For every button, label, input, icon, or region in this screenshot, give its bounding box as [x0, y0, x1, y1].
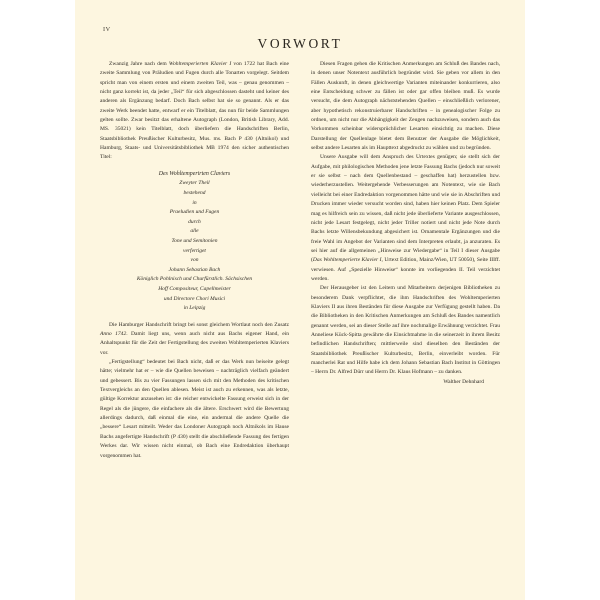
title-block-line: Zweyter Theil — [179, 180, 210, 187]
page-number: IV — [103, 26, 111, 33]
paragraph: Diesen Fragen gehen die Kritischen Anmerkungen am Schluß des Bandes nach, in denen unser Notentext ausführlich begründet wird. Sie geben vor allem in den Fällen Auskunft, in denen gleichwertige Varianten miteinander konkurrieren, also eine Entscheidung schwer zu fällen ist oder gar offen bleiben muß. Es wurde versucht, die dem Autograph nächststehenden Quellen – einschließlich verlorener, aber hypothetisch rekonstruierbarer Handschriften – in genealogischer Folge zu ordnen, um nicht nur die Abhängigkeit der Zeugen nachzuweisen, sondern auch das Vorkommen scheinbar widersprüchlicher Lesarten einsichtig zu machen. Diese Darstellung der Quellenlage bietet dem Benutzer der Ausgabe die Möglichkeit, selbst andere Lesarten als im Haupttext abgedruckt zu wählen und zu begründen. — [311, 61, 500, 152]
title-block-line: verfertiget — [183, 247, 206, 254]
title-block-line: alle — [190, 228, 199, 235]
title-block-line: in — [192, 199, 197, 206]
title-block-line: von — [190, 257, 199, 264]
paragraph: Der Herausgeber ist den Leitern und Mitarbeitern derjenigen Bibliotheken zu besonderem Dank verpflichtet, die ihm Handschriften des Wohltemperierten Klaviers II aus ihren Beständen für diese Ausgabe zur Verfügung gestellt haben. Da die Bibliotheken in den Kritischen Anmerkungen am Schluß des Bandes namentlich genannt werden, sei an dieser Stelle auf ihre nochmalige Erwähnung verzichtet. Frau Anneliese Kück-Spitta gewährte die Einsichtnahme in die seinerzeit in ihrem Besitz befindlichen Handschriften; mittlerweile sind dieselben den Beständen der Staatsbibliothek Preußischer Kulturbesitz, Berlin, einverleibt worden. Für mancherlei Rat und Hilfe habe ich dem Johann Sebastian Bach Institut in Göttingen – Herrn Dr. Alfred Dürr und Herrn Dr. Klaus Hofmann – zu danken. — [311, 285, 500, 376]
title-block-line: in Leipzig — [183, 305, 206, 312]
title-block-line: Hoff Compositeur, Capellmeister — [158, 285, 231, 292]
title-block-line: Tone und Semitonien — [171, 237, 218, 244]
right-column — [311, 60, 500, 461]
title-block-line: Praeludien und Fugen — [169, 209, 220, 216]
paragraph: Zwanzig Jahre nach dem Wohltemperierten Klavier I von 1722 hat Bach eine zweite Sammlung von Präludien und Fugen durch alle Tonarten vorgelegt. Seitdem spricht man von einem ersten und einem zweiten Teil, was – genau genommen – nicht ganz korrekt ist, da jeder „Teil“ für sich abgeschlossen dasteht und keiner des anderen als Ergänzung bedarf. Doch Bach selbst hat sie so genannt. Als er das zweite Werk beendet hatte, entwarf er ein Titelblatt, das nun für beide Sammlungen gelten sollte. Zwar besitzt das erhaltene Autograph (London, British Library, Add. MS. 35021) kein Titelblatt, doch überliefern die Handschriften Berlin, Staatsbibliothek Preußischer Kulturbesitz, Mus. ms. Bach P 430 (Altnikol) und Hamburg, Staats- und Universitätsbibliothek MB 1974 den sicher authentischen Titel: — [100, 61, 289, 161]
two-column-text-body — [100, 60, 500, 461]
page-title: VORWORT — [257, 36, 343, 51]
editor-signature: Walther Dehnhard — [443, 378, 484, 385]
left-column — [100, 60, 289, 461]
title-block-line: Des Wohltemperirten Claviers — [158, 170, 231, 177]
title-block-line: Johann Sebastian Bach — [168, 266, 221, 273]
document-page — [75, 0, 525, 600]
title-block-line: und Directore Chori Musici — [163, 295, 226, 302]
title-block-line: Königlich Pohlnisch und Churfürstlich. Sächsischen — [136, 276, 253, 283]
paragraph: „Fertigstellung“ bedeutet bei Bach nicht, daß er das Werk nun beiseite gelegt hätte; vielmehr hat er – wie die Quellen beweisen – nachträglich vielfach geändert und gebessert. Bis zu vier Fassungen lassen sich mit den Methoden des kritischen Textvergleichs an den Quellen ablesen. Meist ist auch zu erkennen, was als letzte, gültige Korrektur anzusehen ist: die reicher entwickelte Fassung erweist sich in der Regel als die jüngere, die einfachere als die ältere. Erschwert wird die Bewertung allerdings dadurch, daß einmal die eine, ein andermal die andere Quelle die „bessere“ Lesart mitteilt. Weder das Londoner Autograph noch Altnikols im Hause Bachs angefertigte Handschrift (P 430) stellt die abschließende Fassung des fertigen Werkes dar. Wir wissen nicht einmal, ob Bach eine Endredaktion überhaupt vorgenommen hat. — [100, 359, 289, 459]
paragraph: Unsere Ausgabe will dem Anspruch des Urtextes genügen; sie stellt sich der Aufgabe, mit philologischen Methoden jene letzte Fassung Bachs (jedoch nur soweit er sie selbst – nach dem Quellenbestand – geschaffen hat) herzustellen bzw. wiederherzustellen. Weitergehende Verbesserungen am Notentext, wie sie Bach vielleicht bei einer Endredaktion vorgenommen hätte und wie sie in Abschriften und Drucken immer wieder versucht worden sind, haben hier keinen Platz. Dem Spieler mag es hilfreich sein zu wissen, daß nicht jede überlieferte Variante ausgeschlossen, nicht jede Lesart festgelegt, nicht jeder Triller notiert und nicht jede Note durch Bachs letzte Willensbekundung abgesichert ist. Ornamentale Ergänzungen und die freie Wahl im Angebot der Varianten sind dem Interpreten erlaubt, ja anzuraten. Es sei hier auf die allgemeinen „Hinweise zur Wiedergabe“ in Teil I dieser Ausgabe (Das Wohltemperierte Klavier I, Urtext Edition, Mainz/Wien, UT 50050), Seite IIIff. verwiesen. Auf „Spezielle Hinweise“ konnte im vorliegenden II. Teil verzichtet werden. — [311, 154, 500, 282]
paragraph: Die Hamburger Handschrift bringt bei sonst gleichem Wortlaut noch den Zusatz Anno 1742. Damit liegt uns, wenn auch nicht aus Bachs eigener Hand, ein Anhaltspunkt für die Zeit der Fertigstellung des zweiten Wohltemperierten Klaviers vor. — [100, 321, 289, 356]
title-block-line: durch — [188, 218, 201, 225]
title-block-line: bestehend — [183, 189, 206, 196]
original-title-block — [100, 170, 289, 314]
